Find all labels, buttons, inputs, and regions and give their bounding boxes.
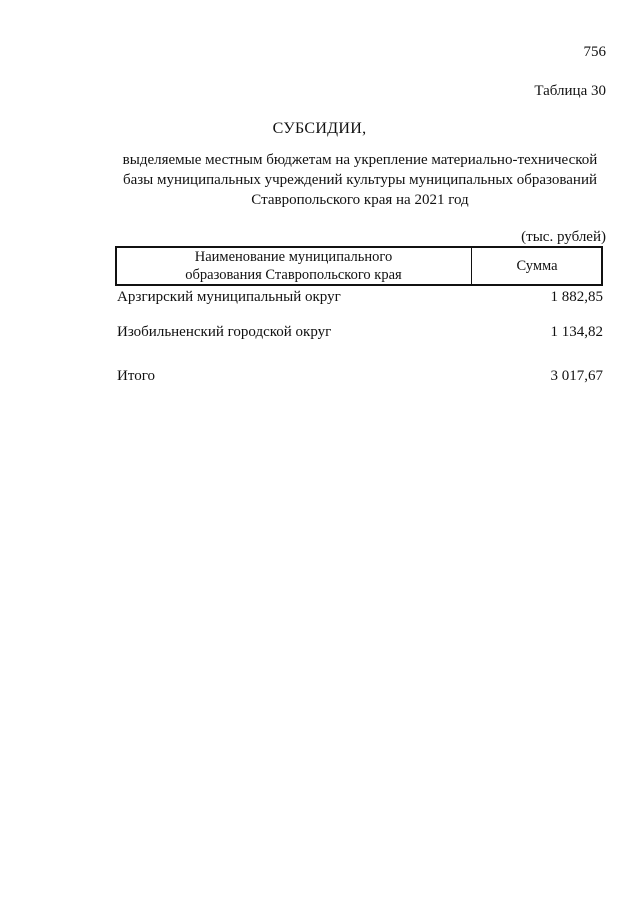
table-row: [117, 289, 603, 306]
total-sum: 3 017,67: [550, 368, 603, 384]
header-cell-name: [116, 247, 472, 285]
header-name-line: Наименование муниципального: [194, 249, 393, 265]
row-name: Изобильненский городской округ: [117, 324, 332, 340]
row-sum: 1 134,82: [550, 324, 603, 340]
header-cell-sum: Сумма: [516, 257, 558, 274]
subtitle-line: базы муниципальных учреждений культуры муниципальных образований: [122, 172, 598, 188]
units-label: (тыс. рублей): [521, 229, 606, 245]
subtitle-line: Ставропольского края на 2021 год: [251, 192, 469, 208]
table-label: Таблица 30: [534, 83, 606, 99]
table-header: [115, 246, 603, 286]
page-number: 756: [583, 44, 606, 60]
total-row: [117, 368, 603, 385]
table-row: [117, 324, 603, 341]
row-name: Арзгирский муниципальный округ: [117, 289, 341, 305]
total-label: Итого: [117, 368, 155, 384]
subtitle-line: выделяемые местным бюджетам на укрепление материально-технической: [122, 152, 598, 168]
document-title: СУБСИДИИ,: [272, 120, 367, 137]
header-name-line: образования Ставропольского края: [185, 267, 402, 283]
document-subtitle: [110, 150, 610, 210]
row-sum: 1 882,85: [550, 289, 603, 305]
